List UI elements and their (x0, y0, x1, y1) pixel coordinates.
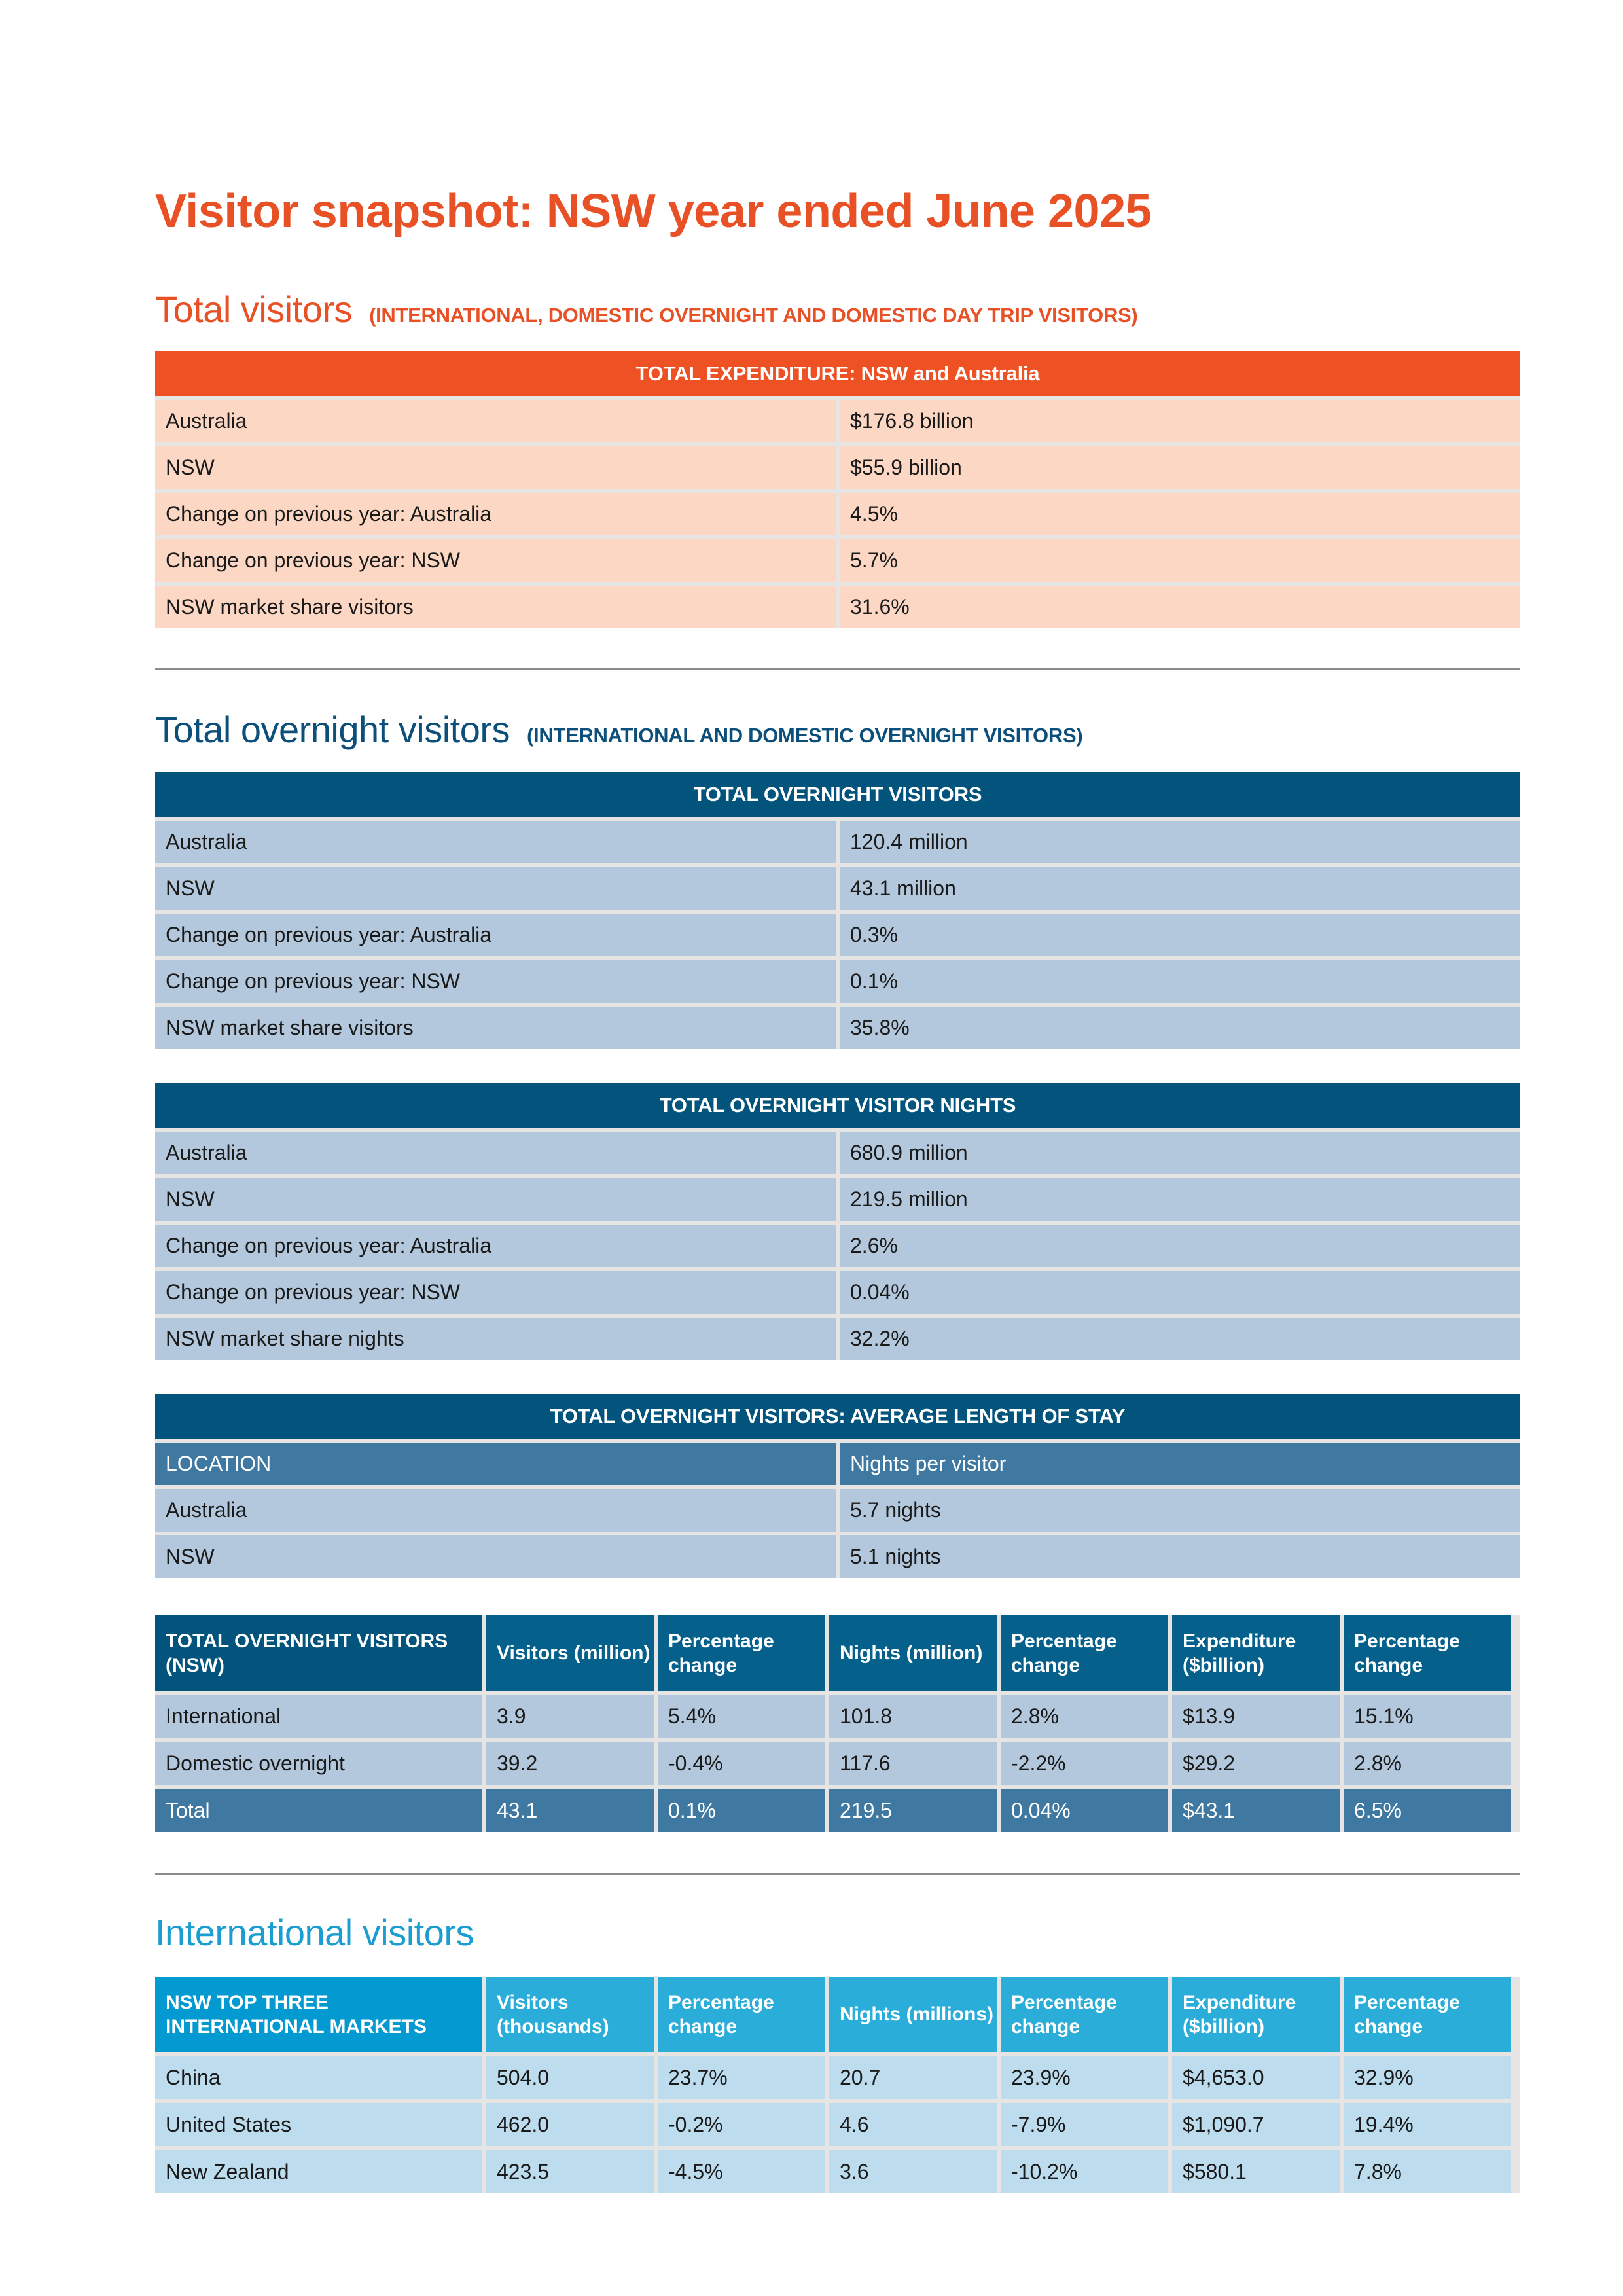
cell: 6.5% (1344, 1789, 1511, 1832)
table-total-row (155, 1789, 1520, 1832)
cell: 4.6 (829, 2103, 997, 2146)
section-title: Total visitors (155, 289, 353, 330)
row-value: 219.5 million (840, 1178, 1520, 1221)
section-title: International visitors (155, 1912, 474, 1953)
cell: $580.1 (1172, 2150, 1340, 2193)
cell: -7.9% (1001, 2103, 1168, 2146)
table-row (155, 1742, 1520, 1785)
table-row (155, 2056, 1520, 2099)
table-row (155, 821, 1520, 863)
table-header: TOTAL OVERNIGHT VISITORS (155, 772, 1520, 817)
section-divider (155, 668, 1520, 670)
row-value: 32.2% (840, 1318, 1520, 1360)
cell: 0.1% (658, 1789, 825, 1832)
table-row (155, 493, 1520, 535)
cell: -4.5% (658, 2150, 825, 2193)
row-value: 43.1 million (840, 867, 1520, 910)
table-column-header (155, 1443, 1520, 1485)
cell: 7.8% (1344, 2150, 1511, 2193)
row-label: Change on previous year: NSW (155, 960, 836, 1003)
cell: -0.2% (658, 2103, 825, 2146)
cell: $4,653.0 (1172, 2056, 1340, 2099)
row-label: Australia (155, 821, 836, 863)
column-header: Expenditure ($billion) (1172, 1615, 1340, 1691)
table-row (155, 1695, 1520, 1738)
column-header: Percentage change (658, 1615, 825, 1691)
column-header: Visitors (million) (486, 1615, 654, 1691)
row-label: NSW market share visitors (155, 1007, 836, 1049)
section-divider (155, 1873, 1520, 1875)
average-length-of-stay-table (155, 1394, 1520, 1578)
row-value: 4.5% (840, 493, 1520, 535)
column-header: Percentage change (1001, 1977, 1168, 2052)
row-label: NSW (155, 1535, 836, 1578)
cell: 117.6 (829, 1742, 997, 1785)
row-value: 120.4 million (840, 821, 1520, 863)
cell: 2.8% (1001, 1695, 1168, 1738)
column-header: Percentage change (1344, 1977, 1511, 2052)
section-subtitle: (INTERNATIONAL AND DOMESTIC OVERNIGHT VISITORS) (527, 724, 1083, 747)
column-header: Visitors (thousands) (486, 1977, 654, 2052)
table-row (155, 2103, 1520, 2146)
table-row (155, 1178, 1520, 1221)
row-label: Total (155, 1789, 482, 1832)
column-header: Nights (millions) (829, 1977, 997, 2052)
cell: -0.4% (658, 1742, 825, 1785)
cell: 43.1 (486, 1789, 654, 1832)
table-row (155, 1489, 1520, 1532)
cell: 0.04% (1001, 1789, 1168, 1832)
table-header: TOTAL EXPENDITURE: NSW and Australia (155, 351, 1520, 396)
row-value: 35.8% (840, 1007, 1520, 1049)
total-expenditure-table (155, 351, 1520, 628)
table-row (155, 867, 1520, 910)
cell: 3.6 (829, 2150, 997, 2193)
table-header: TOTAL OVERNIGHT VISITOR NIGHTS (155, 1083, 1520, 1128)
row-value: 5.7 nights (840, 1489, 1520, 1532)
row-label: Australia (155, 1489, 836, 1532)
row-label: International (155, 1695, 482, 1738)
row-label: Change on previous year: Australia (155, 1225, 836, 1267)
column-header: NSW TOP THREE INTERNATIONAL MARKETS (155, 1977, 482, 2052)
table-row (155, 1132, 1520, 1174)
cell: 423.5 (486, 2150, 654, 2193)
table-row (155, 1007, 1520, 1049)
overnight-nights-table (155, 1083, 1520, 1360)
row-value: 0.3% (840, 914, 1520, 956)
row-value: $55.9 billion (840, 446, 1520, 489)
table-row (155, 1318, 1520, 1360)
row-label: NSW (155, 867, 836, 910)
column-header: TOTAL OVERNIGHT VISITORS (NSW) (155, 1615, 482, 1691)
column-header: Percentage change (1001, 1615, 1168, 1691)
table-row (155, 446, 1520, 489)
row-value: 0.1% (840, 960, 1520, 1003)
table-row (155, 914, 1520, 956)
row-label: NSW (155, 446, 836, 489)
cell: $13.9 (1172, 1695, 1340, 1738)
cell: 5.4% (658, 1695, 825, 1738)
row-value: 31.6% (840, 586, 1520, 628)
cell: 462.0 (486, 2103, 654, 2146)
cell: 32.9% (1344, 2056, 1511, 2099)
table-row (155, 960, 1520, 1003)
nsw-overnight-breakdown-table (155, 1615, 1520, 1832)
column-header-nights: Nights per visitor (840, 1443, 1520, 1485)
cell: 2.8% (1344, 1742, 1511, 1785)
section-heading-total-visitors (155, 288, 1137, 331)
cell: $29.2 (1172, 1742, 1340, 1785)
column-header: Percentage change (1344, 1615, 1511, 1691)
cell: 15.1% (1344, 1695, 1511, 1738)
table-header-row (155, 1977, 1520, 2052)
table-header-row (155, 1615, 1520, 1691)
cell: 504.0 (486, 2056, 654, 2099)
table-row (155, 1271, 1520, 1314)
cell: 19.4% (1344, 2103, 1511, 2146)
page-title: Visitor snapshot: NSW year ended June 2025 (155, 185, 1152, 238)
row-label: Change on previous year: Australia (155, 914, 836, 956)
column-header: Nights (million) (829, 1615, 997, 1691)
row-label: New Zealand (155, 2150, 482, 2193)
row-label: NSW (155, 1178, 836, 1221)
row-value: 5.1 nights (840, 1535, 1520, 1578)
row-label: Change on previous year: NSW (155, 1271, 836, 1314)
row-value: $176.8 billion (840, 400, 1520, 442)
cell: 39.2 (486, 1742, 654, 1785)
section-subtitle: (INTERNATIONAL, DOMESTIC OVERNIGHT AND DOMESTIC DAY TRIP VISITORS) (369, 304, 1138, 327)
cell: 3.9 (486, 1695, 654, 1738)
section-heading-international (155, 1911, 474, 1954)
cell: $43.1 (1172, 1789, 1340, 1832)
column-header: Expenditure ($billion) (1172, 1977, 1340, 2052)
section-title: Total overnight visitors (155, 709, 510, 750)
cell: 20.7 (829, 2056, 997, 2099)
table-header: TOTAL OVERNIGHT VISITORS: AVERAGE LENGTH OF STAY (155, 1394, 1520, 1439)
row-label: Change on previous year: Australia (155, 493, 836, 535)
row-label: Australia (155, 1132, 836, 1174)
row-label: China (155, 2056, 482, 2099)
row-value: 0.04% (840, 1271, 1520, 1314)
row-label: NSW market share visitors (155, 586, 836, 628)
section-heading-overnight (155, 708, 1082, 751)
cell: 23.7% (658, 2056, 825, 2099)
top-international-markets-table (155, 1977, 1520, 2193)
table-row (155, 1535, 1520, 1578)
row-label: Change on previous year: NSW (155, 539, 836, 582)
row-value: 2.6% (840, 1225, 1520, 1267)
table-row (155, 539, 1520, 582)
cell: 101.8 (829, 1695, 997, 1738)
table-row (155, 1225, 1520, 1267)
row-value: 5.7% (840, 539, 1520, 582)
column-header: Percentage change (658, 1977, 825, 2052)
cell: -10.2% (1001, 2150, 1168, 2193)
column-header-location: LOCATION (155, 1443, 836, 1485)
row-label: United States (155, 2103, 482, 2146)
cell: $1,090.7 (1172, 2103, 1340, 2146)
row-label: Australia (155, 400, 836, 442)
table-row (155, 2150, 1520, 2193)
overnight-visitors-table (155, 772, 1520, 1049)
cell: 219.5 (829, 1789, 997, 1832)
row-label: NSW market share nights (155, 1318, 836, 1360)
row-value: 680.9 million (840, 1132, 1520, 1174)
table-row (155, 400, 1520, 442)
cell: -2.2% (1001, 1742, 1168, 1785)
table-row (155, 586, 1520, 628)
cell: 23.9% (1001, 2056, 1168, 2099)
row-label: Domestic overnight (155, 1742, 482, 1785)
